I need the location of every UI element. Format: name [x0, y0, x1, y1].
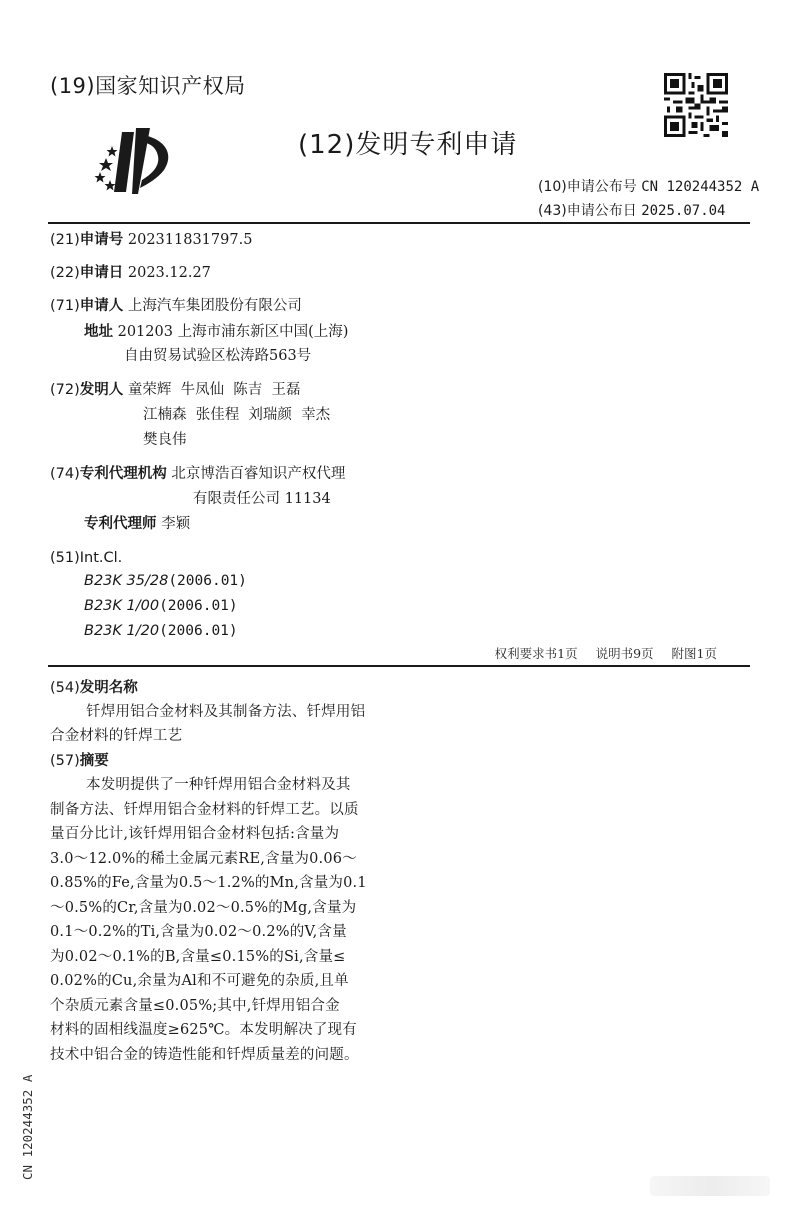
applicant-field: (71)申请人 上海汽车集团股份有限公司	[50, 298, 302, 314]
publication-number: CN 120244352 A	[641, 179, 760, 195]
abstract-heading: (57)摘要	[50, 753, 109, 769]
invention-title-heading: (54)发明名称	[50, 680, 138, 696]
cnipa-logo-icon	[92, 124, 184, 196]
abstract-line: 量百分比计,该钎焊用铝合金材料包括:含量为	[50, 826, 340, 842]
abstract-line: 个杂质元素含量≤0.05%;其中,钎焊用铝合金	[50, 997, 340, 1014]
address-line-2: 自由贸易试验区松涛路563号	[124, 348, 312, 364]
address-field: 地址 201203 上海市浦东新区中国(上海)	[84, 324, 349, 340]
ipc-class-row: B23K 1/00(2006.01)	[84, 598, 238, 614]
claims-pages: 权利要求书1页	[494, 646, 578, 661]
publication-number-label: (10)申请公布号	[538, 179, 637, 195]
page-count-summary	[477, 644, 717, 662]
int-cl-label: Int.Cl.	[79, 550, 123, 566]
document-type-title: (12)发明专利申请	[298, 130, 518, 160]
ipc-class-row: B23K 1/20(2006.01)	[84, 623, 238, 639]
patent-agent-name: 李颖	[161, 516, 191, 532]
publication-number-row	[538, 176, 759, 196]
application-number: 202311831797.5	[127, 232, 253, 248]
specification-pages: 说明书9页	[595, 646, 654, 661]
side-publication-number: CN 120244352 A	[20, 1074, 35, 1180]
ipc-class-row: B23K 35/28(2006.01)	[84, 573, 247, 589]
abstract-line: 0.1～0.2%的Ti,含量为0.02～0.2%的V,含量	[50, 924, 347, 940]
watermark-blur	[650, 1176, 770, 1196]
abstract-line: ～0.5%的Cr,含量为0.02～0.5%的Mg,含量为	[50, 899, 357, 916]
abstract-line: 本发明提供了一种钎焊用铝合金材料及其	[86, 777, 351, 793]
drawings-pages: 附图1页	[671, 646, 717, 661]
applicant-name: 上海汽车集团股份有限公司	[127, 298, 302, 314]
abstract-line: 材料的固相线温度≥625℃。本发明解决了现有	[50, 1022, 357, 1038]
publication-date: 2025.07.04	[641, 203, 726, 219]
office-name: (19)国家知识产权局	[50, 74, 246, 98]
patent-agency-field: (74)专利代理机构 北京博浩百睿知识产权代理	[50, 466, 346, 482]
abstract-line: 0.85%的Fe,含量为0.5～1.2%的Mn,含量为0.1	[50, 875, 367, 891]
abstract-line: 制备方法、钎焊用铝合金材料的钎焊工艺。以质	[50, 801, 359, 818]
agency-line-1: 北京博浩百睿知识产权代理	[171, 466, 346, 482]
inventors-line-3: 樊良伟	[143, 432, 187, 448]
invention-title-line-2: 合金材料的钎焊工艺	[50, 728, 183, 744]
inventors-line-1: 童荣辉 牛凤仙 陈吉 王磊	[127, 382, 301, 398]
address-line-1: 201203 上海市浦东新区中国(上海)	[117, 324, 349, 340]
int-cl-field: (51)Int.Cl.	[50, 550, 123, 566]
section-divider	[48, 665, 750, 667]
abstract-line: 0.02%的Cu,余量为Al和不可避免的杂质,且单	[50, 973, 349, 989]
header-divider	[48, 222, 750, 224]
publication-date-label: (43)申请公布日	[538, 203, 637, 219]
invention-title-line-1: 钎焊用铝合金材料及其制备方法、钎焊用铝	[86, 704, 366, 720]
application-date-field: (22)申请日 2023.12.27	[50, 265, 211, 281]
inventors-line-2: 江楠森 张佳程 刘瑞颜 幸杰	[143, 407, 331, 423]
agency-line-2: 有限责任公司 11134	[193, 491, 331, 507]
application-number-field: (21)申请号 202311831797.5	[50, 232, 253, 248]
qr-code-icon[interactable]	[664, 73, 728, 137]
abstract-line: 3.0～12.0%的稀土金属元素RE,含量为0.06～	[50, 850, 357, 867]
abstract-line: 技术中铝合金的铸造性能和钎焊质量差的问题。	[50, 1046, 359, 1063]
patent-agent-field: 专利代理师 李颖	[84, 516, 191, 532]
publication-date-row	[538, 200, 726, 220]
abstract-line: 为0.02～0.1%的B,含量≤0.15%的Si,含量≤	[50, 948, 346, 965]
application-date: 2023.12.27	[127, 265, 211, 281]
inventors-field: (72)发明人 童荣辉 牛凤仙 陈吉 王磊	[50, 382, 301, 398]
